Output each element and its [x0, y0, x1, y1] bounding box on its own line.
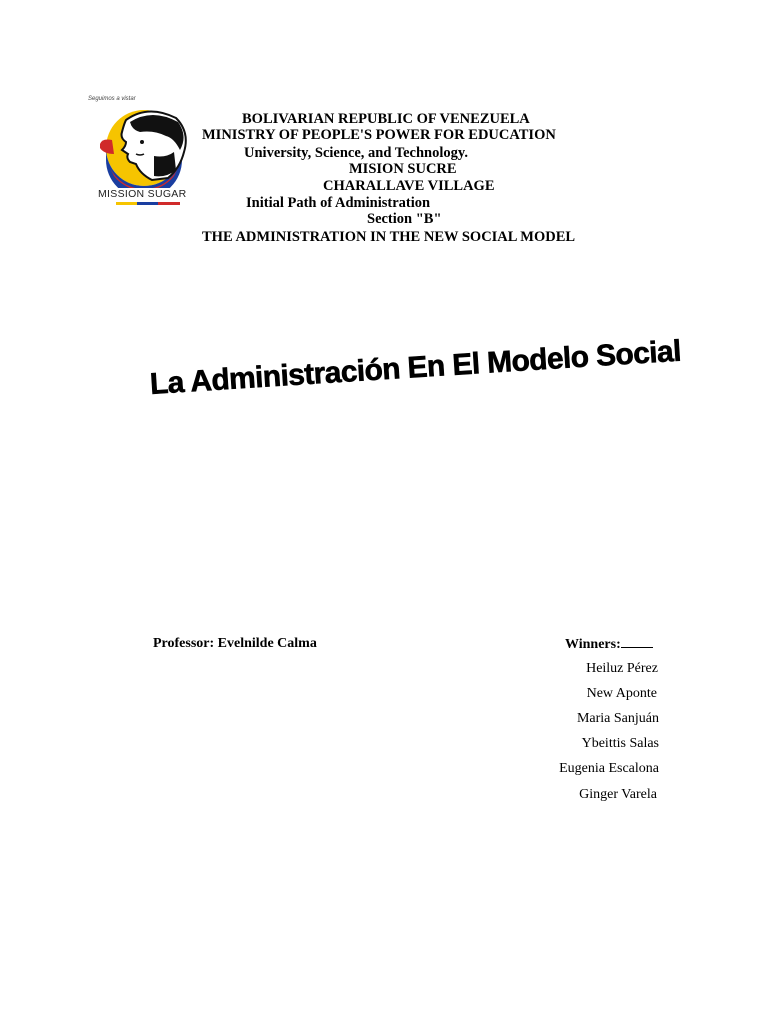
- header-section: Section "B": [367, 211, 442, 227]
- header-mission: MISION SUCRE: [349, 161, 457, 177]
- header-ministry: MINISTRY OF PEOPLE'S POWER FOR EDUCATION: [202, 127, 556, 143]
- header-subject: THE ADMINISTRATION IN THE NEW SOCIAL MODEL: [202, 229, 576, 245]
- header-country: BOLIVARIAN REPUBLIC OF VENEZUELA: [242, 111, 530, 127]
- logo-tagline: Seguimos a vistar: [88, 96, 136, 102]
- document-title: La Administración En El Modelo Social: [148, 334, 682, 401]
- winner-name: Heiluz Pérez: [586, 661, 658, 676]
- winner-name: Maria Sanjuán: [576, 711, 659, 726]
- flag-stripe: [116, 202, 180, 205]
- winners-label: Winners:: [565, 637, 621, 652]
- winner-name: Eugenia Escalona: [559, 761, 659, 776]
- bolivar-portrait-icon: [96, 108, 196, 188]
- professor-line: Professor: Evelnilde Calma: [153, 636, 317, 651]
- logo-name: MISSION SUGAR: [98, 188, 187, 200]
- mission-logo: [86, 96, 206, 210]
- header-university: University, Science, and Technology.: [244, 145, 468, 161]
- winner-name: Ybeittis Salas: [581, 736, 659, 751]
- header-village: CHARALLAVE VILLAGE: [323, 178, 495, 194]
- winners-heading: [565, 635, 653, 653]
- winner-name: New Aponte: [586, 686, 657, 701]
- winner-name: Ginger Varela: [579, 787, 657, 802]
- winners-underline: [621, 635, 653, 648]
- header-path: Initial Path of Administration: [246, 195, 431, 211]
